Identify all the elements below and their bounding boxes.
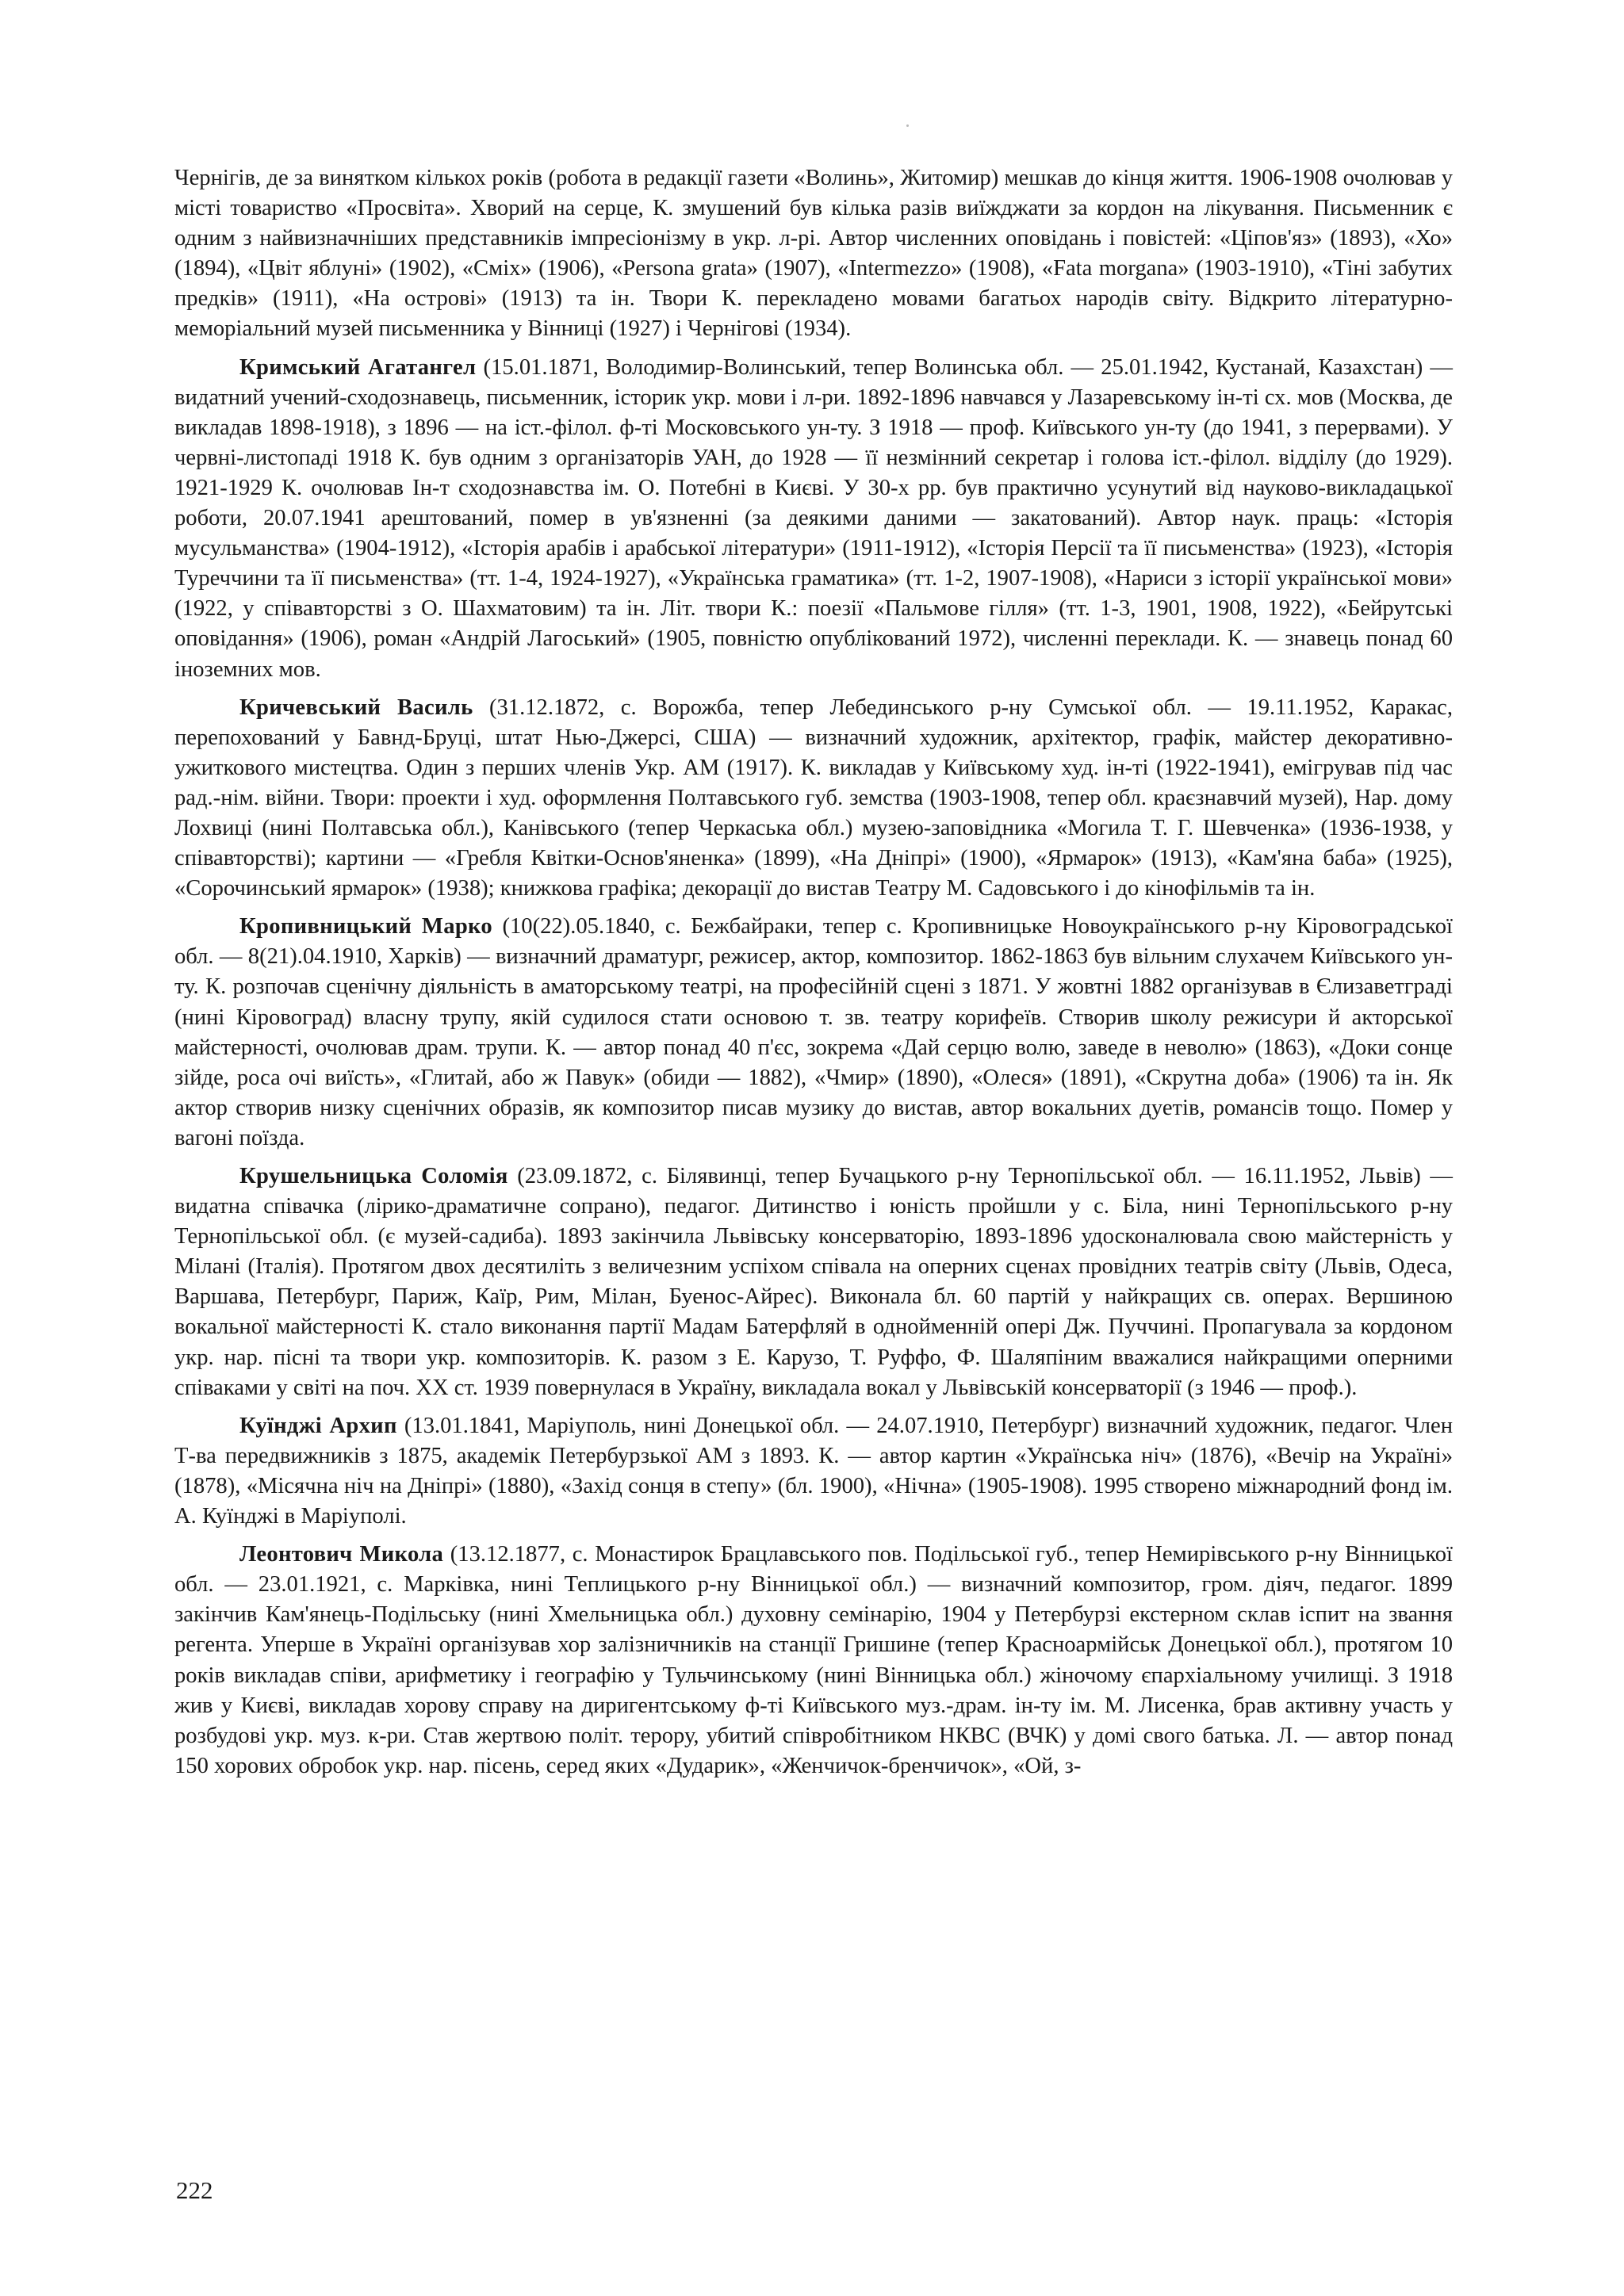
- entry-text: (13.12.1877, с. Монастирок Брацлавського пов. Подільської губ., тепер Немирівського р-ну Вінницької обл. — 23.01.1921, с. Марківка, нині Теплицького р-ну Вінницької обл.) — визначний композитор, гром. діяч, педагог. 1899 закінчив Кам'янець-Подільську (нині Хмельницька обл.) духовну семінарію, 1904 у Петербурзі екстерном склав іспит на звання регента. Уперше в Україні організував хор залізничників на станції Гришине (тепер Красноармійськ Донецької обл.), протягом 10 років викладав співи, арифметику і географію у Тульчинському (нині Вінницька обл.) жіночому єпархіальному училищі. З 1918 жив у Києві, викладав хорову справу на диригентському ф-ті Київського муз.-драм. ін-ту ім. М. Лисенка, брав активну участь у розбудові укр. муз. к-ри. Став жертвою політ. терору, убитий співробітником НКВС (ВЧК) у домі свого батька. Л. — автор понад 150 хорових обробок укр. нар. пісень, серед яких «Дударик», «Женчичок-бренчичок», «Ой, з-: [174, 1542, 1453, 1778]
- entry-text: (15.01.1871, Володимир-Волинський, тепер Волинська обл. — 25.01.1942, Кустанай, Казахстан) — видатний учений-сходознавець, письменник, історик укр. мови і л-ри. 1892-1896 навчався у Лазаревському ін-ті сх. мов (Москва, де викладав 1898-1918), з 1896 — на іст.-філол. ф-ті Московського ун-ту. З 1918 — проф. Київського ун-ту (до 1941, з перервами). У червні-листопаді 1918 К. був одним з організаторів УАН, до 1928 — її незмінний секретар і голова іст.-філол. відділу (до 1929). 1921-1929 К. очолював Ін-т сходознавства ім. О. Потебні в Києві. У 30-х рр. був практично усунутий від науково-викладацької роботи, 20.07.1941 арештований, помер в ув'язненні (за деякими даними — закатований). Автор наук. праць: «Історія мусульманства» (1904-1912), «Історія арабів і арабської літератури» (1911-1912), «Історія Персії та її письменства» (1923), «Історія Туреччини та її письменства» (тт. 1-4, 1924-1927), «Українська граматика» (тт. 1-2, 1907-1908), «Нариси з історії української мови» (1922, у співавторстві з О. Шахматовим) та ін. Літ. твори К.: поезії «Пальмове гілля» (тт. 1-3, 1901, 1908, 1922), «Бейрутські оповідання» (1906), роман «Андрій Лагоський» (1905, повністю опублікований 1972), численні переклади. К. — знавець понад 60 іноземних мов.: [174, 354, 1453, 682]
- scan-speck: [906, 124, 909, 127]
- entry-text: (10(22).05.1840, с. Бежбайраки, тепер с. Кропивницьке Новоукраїнського р-ну Кіровоградської обл. — 8(21).04.1910, Харків) — визначний драматург, режисер, актор, композитор. 1862-1863 був вільним слухачем Київського ун-ту. К. розпочав сценічну діяльність в аматорському театрі, на професійній сцені з 1871. У жовтні 1882 організував в Єлизаветграді (нині Кіровоград) власну трупу, якій судилося стати основою т. зв. театру корифеїв. Створив школу режисури й акторської майстерності, очолював драм. трупи. К. — автор понад 40 п'єс, зокрема «Дай серцю волю, заведе в неволю» (1863), «Доки сонце зійде, роса очі виїсть», «Глитай, або ж Павук» (обиди — 1882), «Чмир» (1890), «Олеся» (1891), «Скрутна доба» (1906) та ін. Як актор створив низку сценічних образів, як композитор писав музику до вистав, автор вокальних дуетів, романсів тощо. Помер у вагоні поїзда.: [174, 914, 1453, 1150]
- entry-leontovych: [174, 1540, 1453, 1781]
- entry-kropyvnytskyi: [174, 912, 1453, 1154]
- entry-text: (23.09.1872, с. Білявинці, тепер Бучацького р-ну Тернопільської обл. — 16.11.1952, Львів) — видатна співачка (лірико-драматичне сопрано), педагог. Дитинство і юність пройшли у с. Біла, нині Тернопільського р-ну Тернопільської обл. (є музей-садиба). 1893 закінчила Львівську консерваторію, 1893-1896 удосконалювала свою майстерність у Мілані (Італія). Протягом двох десятиліть з величезним успіхом співала на оперних сценах провідних театрів світу (Львів, Одеса, Варшава, Петербург, Париж, Каїр, Рим, Мілан, Буенос-Айрес). Виконала бл. 60 партій у найкращих св. операх. Вершиною вокальної майстерності К. стало виконання партії Мадам Батерфляй в однойменній опері Дж. Пуччині. Пропагувала за кордоном укр. нар. пісні та твори укр. композиторів. К. разом з Е. Карузо, Т. Руффо, Ф. Шаляпіним вважалися найкращими оперними співаками у світі на поч. XX ст. 1939 повернулася в Україну, викладала вокал у Львівській консерваторії (з 1946 — проф.).: [174, 1164, 1453, 1400]
- entry-headword: Кримський Агатангел: [239, 354, 477, 380]
- entry-headword: Кричевський Василь: [239, 695, 473, 720]
- entry-headword: Кропивницький Марко: [239, 914, 493, 939]
- entry-kuindzhi: [174, 1411, 1453, 1532]
- entry-krushelnytska: [174, 1161, 1453, 1403]
- continuation-paragraph: Чернігів, де за винятком кількох років (робота в редакції газети «Волинь», Житомир) мешкав до кінця життя. 1906-1908 очолював у місті товариство «Просвіта». Хворий на серце, К. змушений був кілька разів виїжджати за кордон на лікування. Письменник є одним з найвизначніших представників імпресіонізму в укр. л-рі. Автор численних оповідань і повістей: «Ціпов'яз» (1893), «Хо» (1894), «Цвіт яблуні» (1902), «Сміх» (1906), «Persona grata» (1907), «Intermezzo» (1908), «Fata morgana» (1903-1910), «Тіні забутих предків» (1911), «На острові» (1913) та ін. Твори К. перекладено мовами багатьох народів світу. Відкрито літературно-меморіальний музей письменника у Вінниці (1927) і Чернігові (1934).: [174, 166, 1453, 342]
- entry-text: (31.12.1872, с. Ворожба, тепер Лебединського р-ну Сумської обл. — 19.11.1952, Каракас, перепохований у Бавнд-Бруці, штат Нью-Джерсі, США) — визначний художник, архітектор, графік, майстер декоративно-ужиткового мистецтва. Один з перших членів Укр. АМ (1917). К. викладав у Київському худ. ін-ті (1922-1941), емігрував під час рад.-нім. війни. Твори: проекти і худ. оформлення Полтавського губ. земства (1903-1908, тепер обл. краєзнавчий музей), Нар. дому Лохвиці (нині Полтавська обл.), Канівського (тепер Черкаська обл.) музею-заповідника «Могила Т. Г. Шевченка» (1936-1938, у співавторстві); картини — «Гребля Квітки-Основ'яненка» (1899), «На Дніпрі» (1900), «Ярмарок» (1913), «Кам'яна баба» (1925), «Сорочинський ярмарок» (1938); книжкова графіка; декорації до вистав Театру М. Садовського і до кінофільмів та ін.: [174, 695, 1453, 901]
- entry-text: (13.01.1841, Маріуполь, нині Донецької обл. — 24.07.1910, Петербург) визначний художник, педагог. Член Т-ва передвижників з 1875, академік Петербурзької АМ з 1893. К. — автор картин «Українська ніч» (1876), «Вечір на Україні» (1878), «Місячна ніч на Дніпрі» (1880), «Захід сонця в степу» (бл. 1900), «Нічна» (1905-1908). 1995 створено міжнародний фонд ім. А. Куїнджі в Маріуполі.: [174, 1413, 1453, 1529]
- entry-headword: Куїнджі Архип: [239, 1413, 397, 1438]
- entry-headword: Крушельницька Соломія: [239, 1164, 508, 1188]
- entry-krymskyi: [174, 353, 1453, 685]
- entry-headword: Леонтович Микола: [239, 1542, 444, 1567]
- page-number: 222: [176, 2176, 213, 2204]
- entry-krychevskyi: [174, 693, 1453, 905]
- document-body: [174, 163, 1453, 1789]
